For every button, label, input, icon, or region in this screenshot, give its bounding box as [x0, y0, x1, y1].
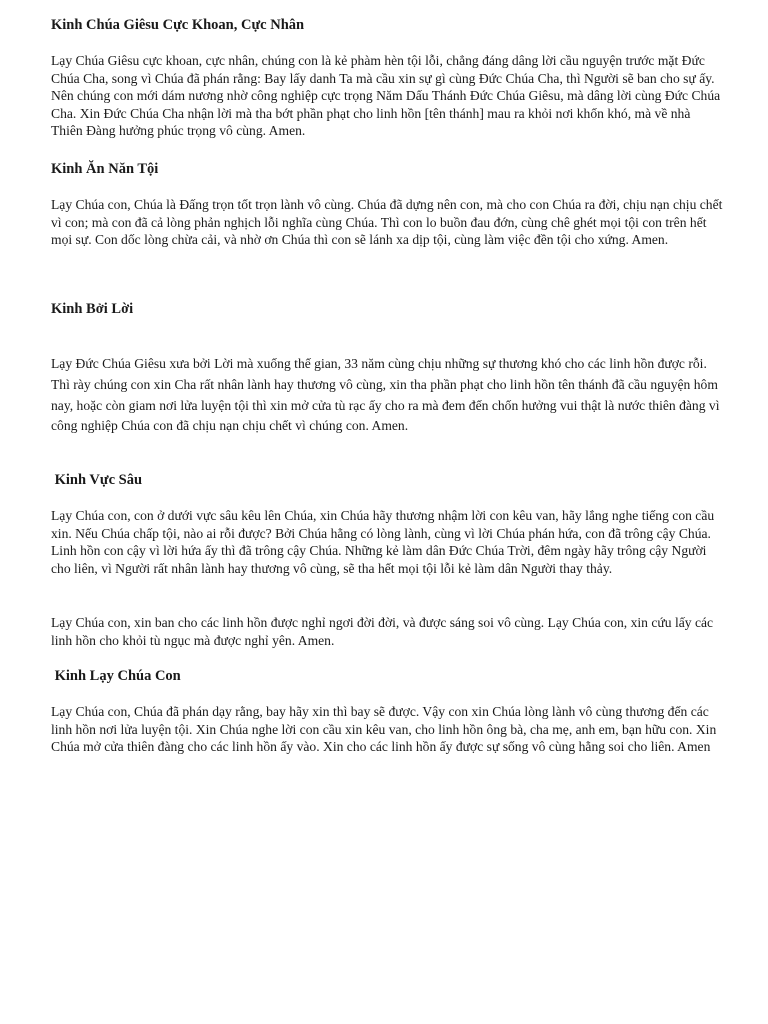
prayer-paragraph: Lạy Chúa con, con ở dưới vực sâu kêu lên Chúa, xin Chúa hãy thương nhậm lời con kêu van, hãy lắng nghe tiếng con cầu xin. Nếu Chúa chấp tội, nào ai rỗi được? Bởi Chúa hằng có lòng lành, cùng vì lời Chúa phán hứa, con đã trông cậy Chúa. Linh hồn con cậy vì lời hứa ấy thì đã trông cậy Chúa. Những kẻ làm dân Đức Chúa Trời, đêm ngày hãy trông cậy Người cho liên, vì Người rất nhân lành hay thương vô cùng, sẽ tha hết mọi tội lỗi kẻ làm dân Người thay thảy. [51, 508, 715, 576]
prayer-paragraph: Lạy Chúa Giêsu cực khoan, cực nhân, chúng con là kẻ phàm hèn tội lỗi, chẳng đáng dâng lời cầu nguyện trước mặt Đức Chúa Cha, song vì Chúa đã phán rằng: Bay lấy danh Ta mà cầu xin sự gì cùng Đức Chúa Cha, thì Người sẽ ban cho sự ấy. Nên chúng con mới dám nương nhờ công nghiệp cực trọng Năm Dấu Thánh Đức Chúa Giêsu, mà dâng lời cùng Đức Chúa Cha. Xin Đức Chúa Cha nhận lời mà tha bớt phần phạt cho linh hồn [tên thánh] mau ra khỏi nơi khốn khó, mà về nhà Thiên Đàng hưởng phúc trọng vô cùng. Amen. [51, 53, 721, 139]
prayer-paragraph: Lạy Đức Chúa Giêsu xưa bởi Lời mà xuống thế gian, 33 năm cùng chịu những sự thương khó cho các linh hồn được rỗi. Thì rày chúng con xin Cha rất nhân lành hay thương vô cùng, xin tha phần phạt cho linh hồn tên thánh đã cầu nguyện hôm nay, hoặc còn giam nơi lửa luyện tội thì xin mở cửa tù rạc ấy cho ra mà đem đến chốn hưởng vui thật là nước thiên đàng vì công nghiệp Chúa con đã chịu nạn chịu chết vì chúng con. Amen. [51, 356, 720, 434]
prayer-paragraph: Lạy Chúa con, Chúa là Đấng trọn tốt trọn lành vô cùng. Chúa đã dựng nên con, mà cho con Chúa ra đời, chịu nạn chịu chết vì con; mà con đã cả lòng phản nghịch lỗi nghĩa cùng Chúa. Thì con lo buồn đau đớn, cùng chê ghét mọi tội con trên hết mọi sự. Con dốc lòng chừa cải, và nhờ ơn Chúa thì con sẽ lánh xa dịp tội, cùng làm việc đền tội cho xứng. Amen. [51, 197, 723, 248]
prayer-paragraph: Lạy Chúa con, xin ban cho các linh hồn được nghỉ ngơi đời đời, và được sáng soi vô cùng. Lạy Chúa con, xin cứu lấy các linh hồn cho khỏi tù ngục mà được nghỉ yên. Amen. [51, 615, 714, 648]
prayer-paragraph: Lạy Chúa con, Chúa đã phán dạy rằng, bay hãy xin thì bay sẽ được. Vậy con xin Chúa lòng lành vô cùng thương đến các linh hồn nơi lửa luyện tội. Xin Chúa nghe lời con cầu xin kêu van, cho linh hồn ông bà, cha mẹ, anh em, bạn hữu con. Xin Chúa mở cửa thiên đàng cho các linh hồn ấy vào. Xin cho các linh hồn ấy được sự sống vô cùng hằng soi cho liên. Amen [51, 704, 717, 755]
prayer-title: Kinh Bởi Lời [51, 301, 134, 317]
prayer-title: Kinh Chúa Giêsu Cực Khoan, Cực Nhân [51, 17, 305, 33]
prayer-title: Kinh Vực Sâu [51, 472, 143, 488]
prayer-title: Kinh Lạy Chúa Con [51, 668, 181, 684]
prayer-title: Kinh Ăn Năn Tội [51, 161, 159, 177]
